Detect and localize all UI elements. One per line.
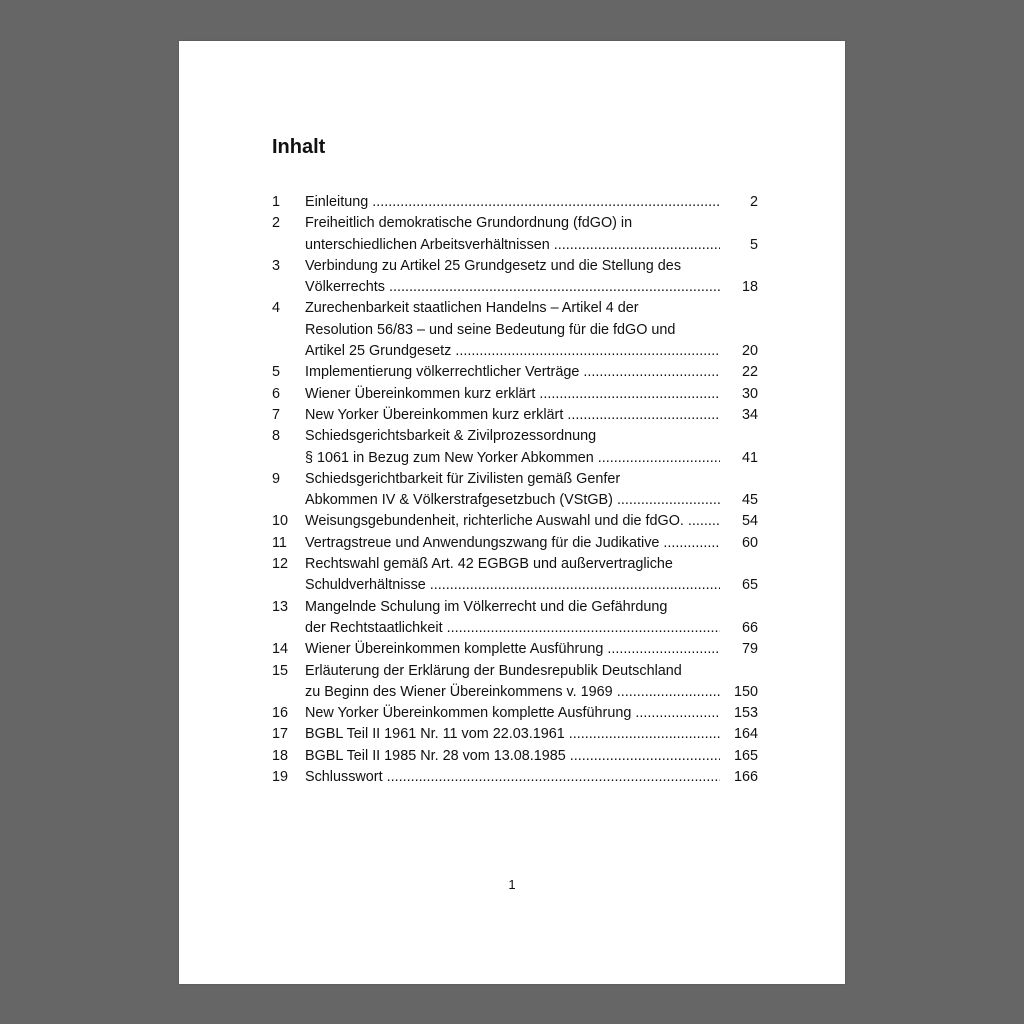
- toc-dot-leader: [535, 384, 720, 405]
- toc-entry-last-line: [305, 362, 758, 383]
- toc-entry-text-line: Freiheitlich demokratische Grundordnung (fdGO) in: [305, 215, 633, 232]
- toc-entry-number: 17: [272, 726, 289, 743]
- toc-entry-last-line: [305, 384, 758, 405]
- toc-dot-leader: [383, 767, 720, 788]
- toc-entry-text-line: Schiedsgerichtsbarkeit & Zivilprozessordnung: [305, 428, 597, 445]
- toc-entry-last-line: [305, 341, 758, 362]
- toc-dot-leader: [550, 235, 720, 256]
- toc-dot-leader: [631, 703, 720, 724]
- toc-entry-last-line: [305, 511, 758, 532]
- toc-entry-last-line: [305, 448, 758, 469]
- toc-entry: [272, 384, 758, 405]
- toc-entry-last-line: [305, 639, 758, 660]
- toc-entry-page: 165: [733, 747, 758, 764]
- toc-entry: [272, 298, 758, 362]
- toc-entry-page: 18: [741, 279, 758, 296]
- toc-entry-number: 12: [272, 556, 289, 573]
- toc-entry-number: 9: [272, 470, 281, 487]
- toc-entry-body: [305, 213, 758, 256]
- toc-entry-page: 79: [741, 641, 758, 658]
- toc-entry-body: [305, 703, 758, 724]
- toc-entry-number: 18: [272, 747, 289, 764]
- toc-entry-body: [305, 362, 758, 383]
- toc-entry-last-line: [305, 618, 758, 639]
- toc-entry-text-line: New Yorker Übereinkommen komplette Ausführung: [305, 705, 632, 722]
- toc-entry-page: 2: [749, 194, 758, 210]
- toc-entry-text-line: unterschiedlichen Arbeitsverhältnissen: [305, 236, 550, 253]
- toc-entry-page: 153: [733, 705, 758, 722]
- toc-dot-leader: [579, 362, 720, 383]
- toc-entry-page: 54: [741, 513, 758, 530]
- toc-entry-text-line: Schiedsgerichtbarkeit für Zivilisten gemäß Genfer: [305, 470, 621, 487]
- toc-entry-number: 4: [272, 300, 281, 317]
- toc-entry: [272, 767, 758, 788]
- toc-dot-leader: [426, 575, 720, 596]
- toc-entry: [272, 554, 758, 597]
- toc-entry-body: [305, 597, 758, 640]
- toc-entry-number: 11: [272, 534, 287, 551]
- table-of-contents: [272, 192, 758, 788]
- toc-entry: [272, 469, 758, 512]
- toc-entry-number: 19: [272, 769, 289, 786]
- toc-title: Inhalt: [272, 136, 326, 158]
- toc-dot-leader: [603, 639, 720, 660]
- toc-entry: [272, 724, 758, 745]
- toc-entry-body: [305, 256, 758, 299]
- toc-entry-text-line: New Yorker Übereinkommen kurz erklärt: [305, 406, 564, 423]
- toc-entry-text-line: Artikel 25 Grundgesetz: [305, 343, 452, 360]
- toc-entry-body: [305, 405, 758, 426]
- toc-dot-leader: [659, 533, 720, 554]
- toc-entry-text-line: Wiener Übereinkommen komplette Ausführung: [305, 641, 604, 658]
- toc-entry: [272, 192, 758, 213]
- page-number: 1: [508, 877, 516, 892]
- toc-entry-text-line: Rechtswahl gemäß Art. 42 EGBGB und außervertragliche: [305, 556, 673, 573]
- toc-dot-leader: [368, 192, 720, 213]
- toc-dot-leader: [563, 405, 720, 426]
- toc-entry-last-line: [305, 682, 758, 703]
- toc-entry-number: 14: [272, 641, 289, 658]
- toc-dot-leader: [613, 682, 720, 703]
- toc-entry: [272, 597, 758, 640]
- toc-entry-text-line: Vertragstreue und Anwendungszwang für die Judikative: [305, 534, 660, 551]
- toc-entry-last-line: [305, 533, 758, 554]
- toc-entry-number: 1: [272, 194, 281, 210]
- toc-entry-text-line: Zurechenbarkeit staatlichen Handelns – Artikel 4 der: [305, 300, 639, 317]
- toc-entry-page: 66: [741, 619, 758, 636]
- toc-entry-last-line: [305, 703, 758, 724]
- toc-entry-number: 13: [272, 598, 289, 615]
- toc-entry: [272, 746, 758, 767]
- toc-entry-body: [305, 384, 758, 405]
- toc-entry-number: 10: [272, 513, 289, 530]
- toc-entry-number: 3: [272, 257, 281, 274]
- toc-entry-body: [305, 533, 758, 554]
- toc-entry-text-line: Einleitung: [305, 194, 369, 210]
- toc-dot-leader: [443, 618, 720, 639]
- toc-entry-page: 20: [741, 343, 758, 360]
- toc-entry-text-line: BGBL Teil II 1961 Nr. 11 vom 22.03.1961: [305, 726, 565, 743]
- toc-entry-body: [305, 767, 758, 788]
- toc-dot-leader: [451, 341, 720, 362]
- toc-entry-text-line: Mangelnde Schulung im Völkerrecht und die Gefährdung: [305, 598, 668, 615]
- toc-entry-text-line: Schuldverhältnisse: [305, 577, 426, 594]
- toc-entry-text-line: § 1061 in Bezug zum New Yorker Abkommen: [305, 449, 594, 466]
- toc-entry-body: [305, 661, 758, 704]
- toc-entry-body: [305, 298, 758, 362]
- toc-entry-last-line: [305, 746, 758, 767]
- toc-entry-page: 164: [733, 726, 758, 743]
- toc-entry-body: [305, 192, 758, 213]
- toc-entry-text-line: Verbindung zu Artikel 25 Grundgesetz und die Stellung des: [305, 257, 682, 274]
- toc-entry: [272, 426, 758, 469]
- toc-entry-number: 8: [272, 428, 281, 445]
- document-page: [179, 41, 845, 984]
- toc-dot-leader: [613, 490, 720, 511]
- toc-entry: [272, 703, 758, 724]
- toc-dot-leader: [565, 724, 720, 745]
- toc-dot-leader: [385, 277, 720, 298]
- toc-entry-page: 45: [741, 492, 758, 509]
- toc-entry-text-line: Implementierung völkerrechtlicher Verträge: [305, 364, 580, 381]
- toc-dot-leader: [594, 448, 720, 469]
- toc-entry-last-line: [305, 575, 758, 596]
- toc-entry-body: [305, 746, 758, 767]
- toc-entry-page: 30: [741, 385, 758, 402]
- toc-entry-page: 41: [741, 449, 758, 466]
- toc-entry-last-line: [305, 767, 758, 788]
- toc-entry-text-line: der Rechtstaatlichkeit: [305, 619, 443, 636]
- toc-entry-text-line: zu Beginn des Wiener Übereinkommens v. 1969: [305, 683, 613, 700]
- toc-entry-body: [305, 639, 758, 660]
- toc-entry: [272, 511, 758, 532]
- toc-entry-text-line: BGBL Teil II 1985 Nr. 28 vom 13.08.1985: [305, 747, 566, 764]
- toc-entry-page: 34: [741, 406, 758, 423]
- toc-entry: [272, 362, 758, 383]
- toc-entry-body: [305, 426, 758, 469]
- toc-entry-text-line: Völkerrechts: [305, 279, 385, 296]
- toc-entry: [272, 533, 758, 554]
- toc-entry-number: 5: [272, 364, 281, 381]
- toc-entry: [272, 213, 758, 256]
- toc-entry: [272, 256, 758, 299]
- toc-entry-number: 16: [272, 705, 289, 722]
- toc-entry-body: [305, 724, 758, 745]
- toc-entry-last-line: [305, 490, 758, 511]
- toc-dot-leader: [684, 511, 720, 532]
- toc-entry-page: 166: [733, 769, 758, 786]
- toc-entry-text-line: Weisungsgebundenheit, richterliche Auswahl und die fdGO.: [305, 513, 684, 530]
- toc-entry-last-line: [305, 192, 758, 213]
- toc-entry-body: [305, 554, 758, 597]
- toc-entry-page: 22: [741, 364, 758, 381]
- toc-entry-page: 60: [741, 534, 758, 551]
- toc-entry-text-line: Wiener Übereinkommen kurz erklärt: [305, 385, 536, 402]
- toc-entry-number: 7: [272, 406, 281, 423]
- toc-dot-leader: [566, 746, 720, 767]
- toc-entry-number: 6: [272, 385, 281, 402]
- toc-entry-page: 5: [749, 236, 758, 253]
- toc-entry-body: [305, 469, 758, 512]
- toc-entry-text-line: Erläuterung der Erklärung der Bundesrepublik Deutschland: [305, 662, 682, 679]
- toc-entry-page: 65: [741, 577, 758, 594]
- toc-entry: [272, 661, 758, 704]
- toc-entry-last-line: [305, 724, 758, 745]
- toc-entry: [272, 405, 758, 426]
- toc-entry-body: [305, 511, 758, 532]
- toc-entry-text-line: Resolution 56/83 – und seine Bedeutung für die fdGO und: [305, 321, 676, 338]
- toc-entry-text-line: Abkommen IV & Völkerstrafgesetzbuch (VStGB): [305, 492, 613, 509]
- toc-entry-last-line: [305, 405, 758, 426]
- toc-entry-text-line: Schlusswort: [305, 769, 383, 786]
- toc-entry-page: 150: [733, 683, 758, 700]
- toc-entry-number: 2: [272, 215, 281, 232]
- toc-entry: [272, 639, 758, 660]
- toc-entry-last-line: [305, 235, 758, 256]
- toc-entry-number: 15: [272, 662, 289, 679]
- toc-entry-last-line: [305, 277, 758, 298]
